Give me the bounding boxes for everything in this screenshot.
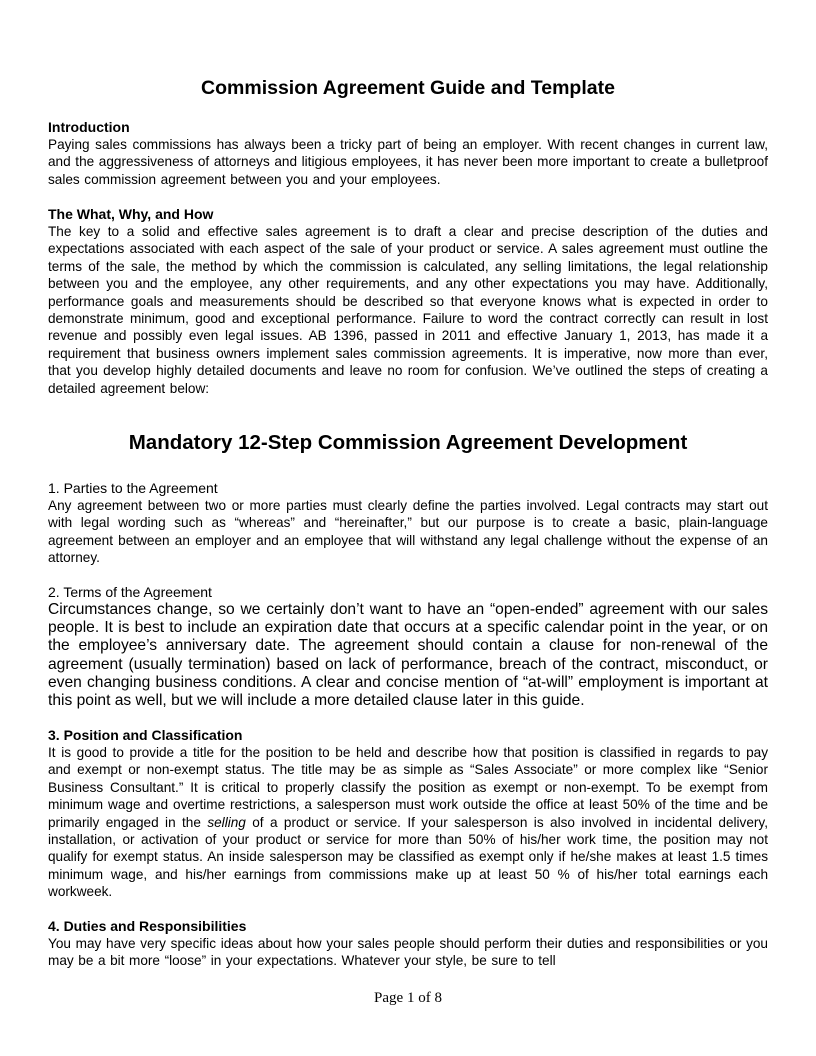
document-page (48, 0, 768, 1056)
section-text-emphasis: selling (207, 814, 246, 830)
introduction-section (48, 119, 768, 188)
section-position-classification (48, 727, 768, 901)
what-why-how-text: The key to a solid and effective sales agreement is to draft a clear and precise description of the duties and expectations associated with each aspect of the sale of your product or service. A sales agreement must outline the terms of the sale, the method by which the commission is calculated, any selling limitations, the legal relationship between you and the employee, any other requirements, and any other expectations you may have. Additionally, performance goals and measurements should be described so that everyone knows what is expected in order to demonstrate minimum, good and exceptional performance. Failure to word the contract correctly can result in lost revenue and possibly even legal issues. AB 1396, passed in 2011 and effective January 1, 2013, has made it a requirement that business owners implement sales commission agreements. It is imperative, now more than ever, that you develop highly detailed documents and leave no room for confusion. We’ve outlined the steps of creating a detailed agreement below: (48, 224, 768, 396)
introduction-heading: Introduction (48, 119, 130, 135)
page-number-footer: Page 1 of 8 (374, 990, 442, 1006)
document-subtitle: Mandatory 12-Step Commission Agreement Development (128, 431, 688, 454)
section-text (48, 744, 768, 901)
introduction-text: Paying sales commissions has always been a tricky part of being an employer. With recent changes in current law, and the aggressiveness of attorneys and litigious employees, it has never been more important to create a bulletproof sales commission agreement between you and your employees. (48, 137, 768, 187)
document-title: Commission Agreement Guide and Template (201, 77, 615, 99)
section-text-part: It is good to provide a title for the position to be held and describe how that position is classified in regards to pay and exempt or non-exempt status. The title may be as simple as “Sales Associate” or more complex like “Senior Business Consultant.” It is critical to properly classify the position as exempt or non-exempt. To be exempt from minimum wage and overtime restrictions, a salesperson must work outside the office at least 50% of the time and be primarily engaged in the (48, 745, 768, 830)
section-heading: 1. Parties to the Agreement (48, 480, 218, 496)
what-why-how-section (48, 206, 768, 397)
section-terms (48, 584, 768, 710)
section-text: Circumstances change, so we certainly don’t want to have an “open-ended” agreement with our sales people. It is best to include an expiration date that occurs at a specific calendar point in the year, or on the employee’s anniversary date. The agreement should contain a clause for non-renewal of the agreement (usually termination) based on lack of performance, breach of the contract, misconduct, or even changing business conditions. A clear and concise mention of “at-will” employment is important at this point as well, but we will include a more detailed clause later in this guide. (48, 601, 768, 710)
section-text: You may have very specific ideas about how your sales people should perform their duties and responsibilities or you may be a bit more “loose” in your expectations. Whatever your style, be sure to tell (48, 936, 768, 969)
section-text: Any agreement between two or more parties must clearly define the parties involved. Legal contracts may start out with legal wording such as “whereas” and “hereinafter,” but our purpose is to create a basic, plain-language agreement between an employer and an employee that will withstand any legal challenge without the expense of an attorney. (48, 498, 768, 566)
section-heading: 2. Terms of the Agreement (48, 584, 212, 600)
section-duties (48, 918, 768, 970)
section-heading: 3. Position and Classification (48, 727, 243, 743)
section-text-part: of a product or service. If your salesperson is also involved in incidental delivery, installation, or activation of your product or service for more than 50% of his/her work time, the position may not qualify for exempt status. An inside salesperson may be classified as exempt only if he/she makes at least 1.5 times minimum wage, and his/her earnings from commissions make up at least 50 % of his/her total earnings each workweek. (48, 814, 768, 900)
section-parties (48, 480, 768, 567)
section-heading: 4. Duties and Responsibilities (48, 918, 247, 934)
what-why-how-heading: The What, Why, and How (48, 206, 214, 222)
